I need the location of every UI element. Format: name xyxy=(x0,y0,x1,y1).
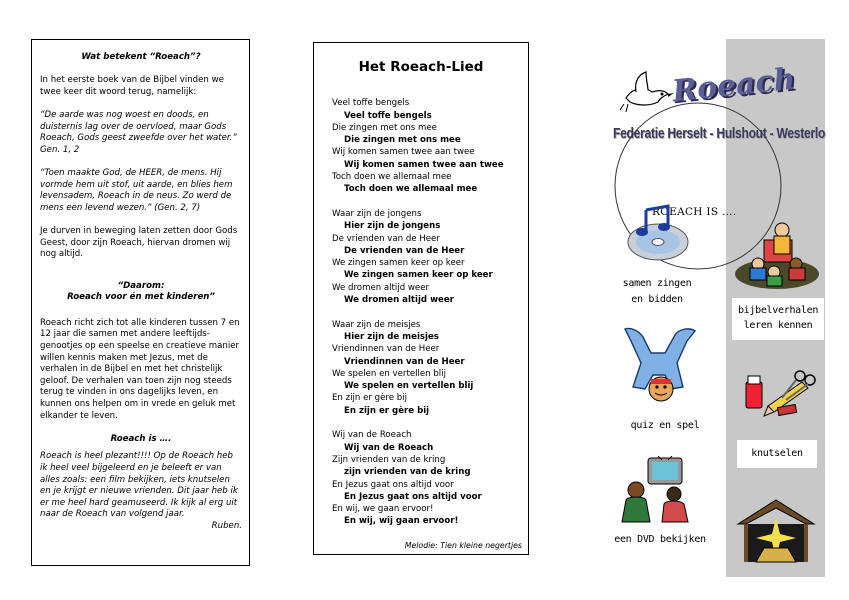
song-line: En wij, we gaan ervoor! xyxy=(332,504,434,515)
song-line: We zingen samen keer op keer xyxy=(344,270,493,281)
song-panel xyxy=(313,42,529,555)
song-stanza xyxy=(332,97,522,195)
quote-genesis-1: “De aarde was nog woest en doods, en duisternis lag over de oervloed, maar Gods Roeach, Gods geest zweefde over het water.” Gen. 1, 2 xyxy=(40,109,237,155)
song-line: En Jezus gaat ons altijd voor xyxy=(344,491,482,502)
song-line: En Jezus gaat ons altijd voor xyxy=(332,479,454,490)
song-line: Toch doen we allemaal mee xyxy=(344,184,478,195)
song-line: We dromen altijd weer xyxy=(344,295,454,306)
testimonial: Roeach is heel plezant!!!! Op de Roeach heb ik heel veel bijgeleerd en je beleeft er van alles zoals: een film bekijken, iets knutselen en je krijgt er nieuwe vrienden. Dit jaar heb ik er me heel hard geamuseerd. Ik kijk al erg uit naar de Roeach van volgend jaar. xyxy=(40,451,238,520)
song-line: Veel toffe bengels xyxy=(344,110,432,121)
song-line: Hier zijn de jongens xyxy=(344,221,441,232)
song-line: Toch doen we allemaal mee xyxy=(332,172,452,183)
song-line: Wij van de Roeach xyxy=(332,430,412,441)
activity-craft: knutselen xyxy=(737,440,817,468)
song-line: Wij komen samen twee aan twee xyxy=(332,147,475,158)
activity-sing-line1: samen zingen xyxy=(622,278,692,289)
song-line: Vriendinnen van de Heer xyxy=(344,356,465,367)
song-line: We spelen en vertellen blij xyxy=(332,368,446,379)
activity-bible xyxy=(732,298,824,340)
intro-paragraph: In het eerste boek van de Bijbel vinden we twee keer dit woord terug, namelijk: xyxy=(40,75,224,97)
melody-note: Melodie: Tien kleine negertjes xyxy=(404,540,522,550)
song-stanzas xyxy=(332,97,522,527)
song-line: En wij, wij gaan ervoor! xyxy=(344,516,459,527)
roeach-logo: Roeach xyxy=(670,61,798,110)
song-line: We dromen altijd weer xyxy=(332,282,430,293)
song-line: Vriendinnen van de Heer xyxy=(332,344,440,355)
song-stanza xyxy=(332,429,522,527)
song-line: We spelen en vertellen blij xyxy=(344,381,474,392)
quote-genesis-2: “Toen maakte God, de HEER, de mens. Hij vormde hem uit stof, uit aarde, en blies hem levensadem, Roeach in de neus. Zo werd de mens een levend wezen.” (Gen. 2, 7) xyxy=(40,167,233,213)
song-title: Het Roeach-Lied xyxy=(358,59,484,75)
children-watching-tv-icon xyxy=(618,456,698,524)
song-line: Wij komen samen twee aan twee xyxy=(344,159,504,170)
craft-supplies-icon xyxy=(738,368,816,420)
song-line: Die zingen met ons mee xyxy=(332,122,437,133)
heading-meaning: Wat betekent “Roeach”? xyxy=(81,52,201,62)
song-line: En zijn er gère bij xyxy=(344,405,430,416)
song-line: De vrienden van de Heer xyxy=(332,233,440,244)
song-line: En zijn er gère bij xyxy=(332,393,407,404)
song-line: We zingen samen keer op keer xyxy=(332,258,465,269)
song-line: Waar zijn de meisjes xyxy=(332,319,421,330)
dream-paragraph: Je durven in beweging laten zetten door Gods Geest, door zijn Roeach, hiervan dromen wij nog altijd. xyxy=(40,225,238,260)
heading-roeach-is: Roeach is …. xyxy=(110,433,172,444)
song-stanza xyxy=(332,208,522,306)
activity-bible-line2: leren kennen xyxy=(743,320,813,331)
activity-sing xyxy=(607,276,707,308)
song-line: Veel toffe bengels xyxy=(332,98,410,109)
song-line: zijn vrienden van de kring xyxy=(344,467,471,478)
intro-panel xyxy=(31,39,250,566)
activity-quiz: quiz en spel xyxy=(630,420,700,431)
song-line: Zijn vrienden van de kring xyxy=(332,454,446,465)
nativity-stable-icon xyxy=(734,494,818,566)
storytelling-children-icon xyxy=(734,218,820,290)
activity-sing-line2: en bidden xyxy=(631,294,683,305)
song-line: De vrienden van de Heer xyxy=(344,245,465,256)
heading-daarom: “Daarom: xyxy=(117,280,165,291)
cd-music-icon xyxy=(622,202,694,264)
target-paragraph: Roeach richt zich tot alle kinderen tussen 7 en 12 jaar die samen met andere leeftijds-genootjes op een speelse en creatieve manier willen kennis maken met Jezus, met de verhalen in de Bijbel en met het christelijk geloof. De verhalen van toen zijn nog steeds terug te vinden in ons dagelijks leven, en kunnen ons helpen om in vrede en geluk met elkander te leven. xyxy=(40,317,240,421)
song-line: Hier zijn de meisjes xyxy=(344,331,439,342)
heading-for-children: Roeach voor én met kinderen” xyxy=(67,292,215,303)
song-stanza xyxy=(332,319,522,417)
federation-title: Federatie Herselt - Hulshout - Westerlo xyxy=(613,126,826,142)
activity-dvd: een DVD bekijken xyxy=(614,534,706,545)
roeach-is-heading: ROEACH IS …. xyxy=(652,206,737,218)
signature: Ruben. xyxy=(211,520,242,531)
song-line: Waar zijn de jongens xyxy=(332,208,422,219)
song-line: Die zingen met ons mee xyxy=(344,135,461,146)
activity-bible-line1: bijbelverhalen xyxy=(737,305,819,316)
handstand-child-icon xyxy=(617,323,703,405)
song-line: Wij van de Roeach xyxy=(344,442,434,453)
